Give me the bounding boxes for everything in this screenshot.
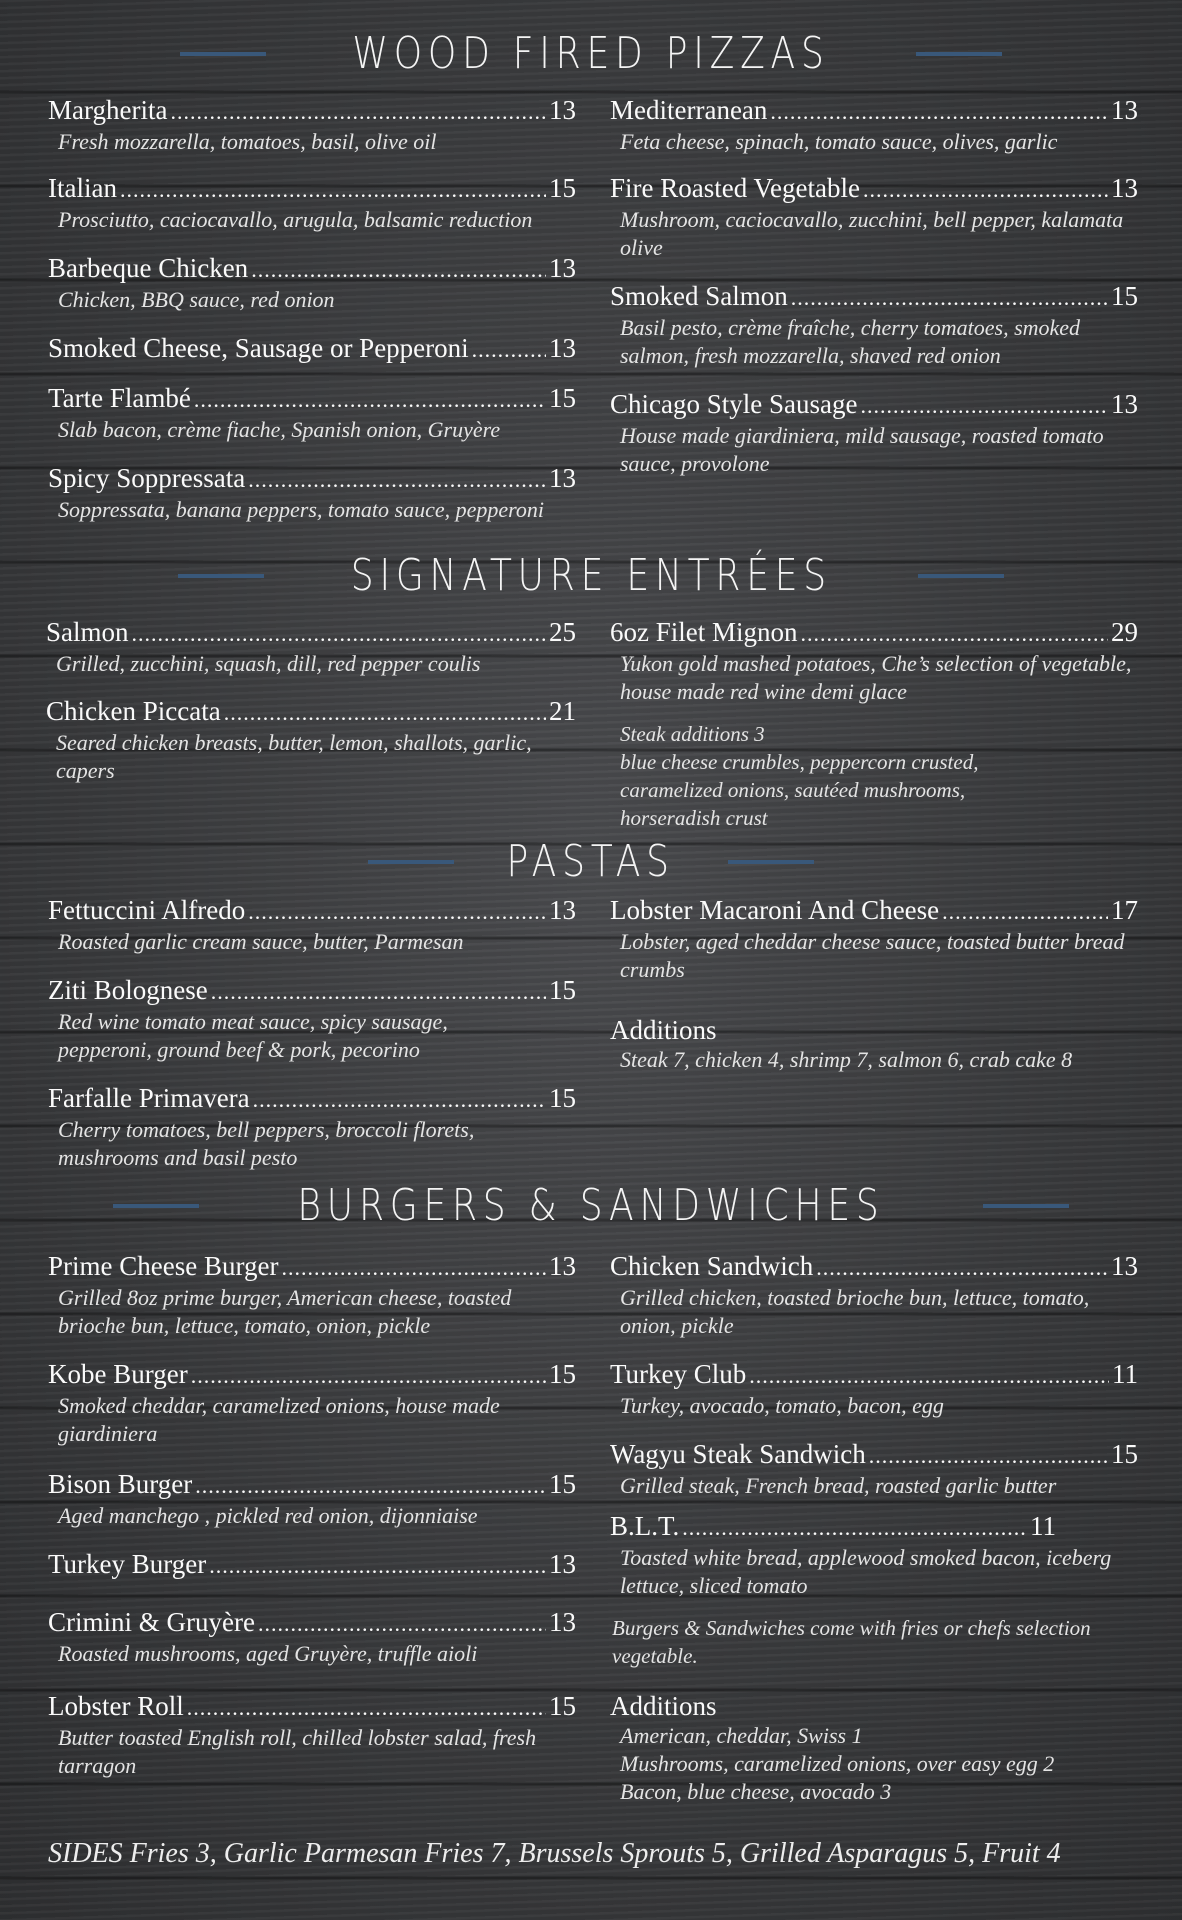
item-name: Margherita [48,95,168,125]
menu-item [48,1548,576,1582]
item-price: 15 [549,1469,576,1499]
additions-line: American, cheddar, Swiss 1 [620,1723,863,1748]
item-name: Italian [48,173,117,203]
section-title-text: BURGERS & SANDWICHES [297,1180,885,1231]
menu-item [610,1510,1112,1600]
pasta-additions [610,1014,1138,1074]
menu-item [610,894,1138,984]
item-price: 15 [549,383,576,413]
divider [178,574,264,578]
menu-item [48,332,576,366]
item-price: 29 [1111,617,1138,647]
divider [180,52,266,56]
item-price: 13 [1111,1251,1138,1281]
item-description: Mushroom, caciocavallo, zucchini, bell pepper, kalamata olive [620,207,1124,260]
item-price: 15 [549,1083,576,1113]
item-name: Turkey Club [610,1359,747,1389]
burgers-note [612,1614,1092,1670]
item-name: Chicken Sandwich [610,1251,814,1281]
item-name: Fettuccini Alfredo [48,895,246,925]
item-name: Spicy Soppressata [48,463,246,493]
item-price: 17 [1111,895,1138,925]
menu-item [46,695,576,785]
item-price: 15 [1111,281,1138,311]
item-name: Wagyu Steak Sandwich [610,1439,866,1469]
menu-item [46,616,576,678]
item-name: Tarte Flambé [48,383,191,413]
item-price: 21 [549,696,576,726]
item-name: Smoked Cheese, Sausage or Pepperoni [48,333,469,363]
item-name: Kobe Burger [48,1359,188,1389]
item-description: Slab bacon, crème fiache, Spanish onion, Gruyère [58,417,501,442]
additions-line: Mushrooms, caramelized onions, over easy egg 2 [620,1751,1055,1776]
item-description: Soppressata, banana peppers, tomato sauce, pepperoni [58,497,544,522]
item-price: 13 [1111,95,1138,125]
item-description: Grilled 8oz prime burger, American cheese, toasted brioche bun, lettuce, tomato, onion, pickle [58,1285,512,1338]
menu-item [48,1082,576,1172]
divider [113,1204,199,1208]
menu-item [48,1250,576,1340]
item-description: Turkey, avocado, tomato, bacon, egg [620,1393,944,1418]
burgers-note-text: Burgers & Sandwiches come with fries or chefs selection vegetable. [612,1616,1091,1668]
menu-item [48,1468,576,1530]
divider [918,574,1004,578]
menu-item [48,974,576,1064]
menu-item [48,94,576,156]
item-name: Farfalle Primavera [48,1083,250,1113]
menu-item [48,172,576,234]
item-name: Turkey Burger [48,1549,207,1579]
section-title-pizzas [0,28,1182,79]
item-price: 13 [1111,173,1138,203]
menu-item [48,382,576,444]
additions-title: Additions [610,1015,717,1045]
item-description: Cherry tomatoes, bell peppers, broccoli florets, mushrooms and basil pesto [58,1117,475,1170]
item-description: Roasted garlic cream sauce, butter, Parmesan [58,929,464,954]
item-name: Fire Roasted Vegetable [610,173,860,203]
item-description: Aged manchego , pickled red onion, dijonniaise [58,1503,478,1528]
item-price: 15 [549,1691,576,1721]
item-name: Chicago Style Sausage [610,389,858,419]
menu-item [48,1690,576,1780]
item-price: 13 [549,463,576,493]
steak-additions-text: blue cheese crumbles, peppercorn crusted, caramelized onions, sautéed mushrooms, horseradish crust [620,750,979,830]
item-price: 15 [549,173,576,203]
burger-additions [610,1690,1138,1806]
item-description: Smoked cheddar, caramelized onions, house made giardiniera [58,1393,500,1446]
item-price: 13 [1111,389,1138,419]
item-name: B.L.T. [610,1511,680,1541]
item-name: Prime Cheese Burger [48,1251,279,1281]
section-title-text: SIGNATURE ENTRÉES [350,550,832,601]
menu-item [610,94,1138,156]
menu-item [610,1358,1138,1420]
divider [728,860,814,864]
section-title-text: PASTAS [506,836,676,887]
item-description: Yukon gold mashed potatoes, Che’s selection of vegetable, house made red wine demi glace [620,651,1132,704]
section-title-text: WOOD FIRED PIZZAS [352,28,830,79]
item-description: Prosciutto, caciocavallo, arugula, balsamic reduction [58,207,533,232]
item-price: 13 [549,95,576,125]
steak-additions-title: Steak additions 3 [620,722,765,746]
item-description: Grilled steak, French bread, roasted garlic butter [620,1473,1057,1498]
item-description: Fresh mozzarella, tomatoes, basil, olive oil [58,129,437,154]
menu-item [48,252,576,314]
item-description: Lobster, aged cheddar cheese sauce, toasted butter bread crumbs [620,929,1125,982]
item-name: Chicken Piccata [46,696,221,726]
item-description: Seared chicken breasts, butter, lemon, shallots, garlic, capers [56,730,532,783]
item-price: 15 [549,1359,576,1389]
item-name: Mediterranean [610,95,768,125]
item-name: Smoked Salmon [610,281,788,311]
item-price: 11 [1112,1359,1138,1389]
menu-item [610,1250,1138,1340]
menu-item [610,1438,1138,1500]
item-description: Toasted white bread, applewood smoked bacon, iceberg lettuce, sliced tomato [620,1545,1112,1598]
steak-additions [620,720,1060,832]
item-description: Red wine tomato meat sauce, spicy sausage, pepperoni, ground beef & pork, pecorino [58,1009,448,1062]
item-name: 6oz Filet Mignon [610,617,798,647]
item-price: 13 [549,333,576,363]
item-name: Ziti Bolognese [48,975,208,1005]
additions-title: Additions [610,1691,717,1721]
divider [916,52,1002,56]
item-description: Butter toasted English roll, chilled lobster salad, fresh tarragon [58,1725,537,1778]
divider [368,860,454,864]
menu-item [610,616,1138,706]
item-description: Basil pesto, crème fraîche, cherry tomatoes, smoked salmon, fresh mozzarella, shaved red onion [620,315,1081,368]
item-price: 13 [549,1251,576,1281]
section-title-entrees [0,550,1182,601]
item-description: Grilled, zucchini, squash, dill, red pepper coulis [56,651,481,676]
item-description: Chicken, BBQ sauce, red onion [58,287,335,312]
item-name: Lobster Roll [48,1691,184,1721]
item-price: 13 [549,1607,576,1637]
menu-item [610,388,1138,478]
additions-text: Steak 7, chicken 4, shrimp 7, salmon 6, crab cake 8 [620,1047,1073,1072]
item-name: Crimini & Gruyère [48,1607,255,1637]
item-description: Feta cheese, spinach, tomato sauce, olives, garlic [620,129,1058,154]
item-price: 25 [549,617,576,647]
item-price: 15 [1111,1439,1138,1469]
menu-item [48,462,576,524]
menu-item [48,1358,576,1448]
menu-item [610,280,1138,370]
item-description: Roasted mushrooms, aged Gruyère, truffle aioli [58,1641,478,1666]
section-title-pastas [0,836,1182,887]
section-title-burgers [0,1180,1182,1231]
menu-item [48,894,576,956]
item-price: 13 [549,253,576,283]
item-description: Grilled chicken, toasted brioche bun, lettuce, tomato, onion, pickle [620,1285,1090,1338]
item-price: 15 [549,975,576,1005]
item-name: Salmon [46,617,129,647]
additions-line: Bacon, blue cheese, avocado 3 [620,1779,892,1804]
item-price: 11 [1030,1511,1056,1541]
item-name: Barbeque Chicken [48,253,249,283]
item-name: Bison Burger [48,1469,193,1499]
item-price: 13 [549,1549,576,1579]
menu-item [48,1606,576,1668]
item-name: Lobster Macaroni And Cheese [610,895,940,925]
sides-line: SIDES Fries 3, Garlic Parmesan Fries 7, Brussels Sprouts 5, Grilled Asparagus 5, Fruit 4 [48,1838,1061,1869]
menu-item [610,172,1138,262]
item-description: House made giardiniera, mild sausage, roasted tomato sauce, provolone [620,423,1104,476]
item-price: 13 [549,895,576,925]
divider [983,1204,1069,1208]
